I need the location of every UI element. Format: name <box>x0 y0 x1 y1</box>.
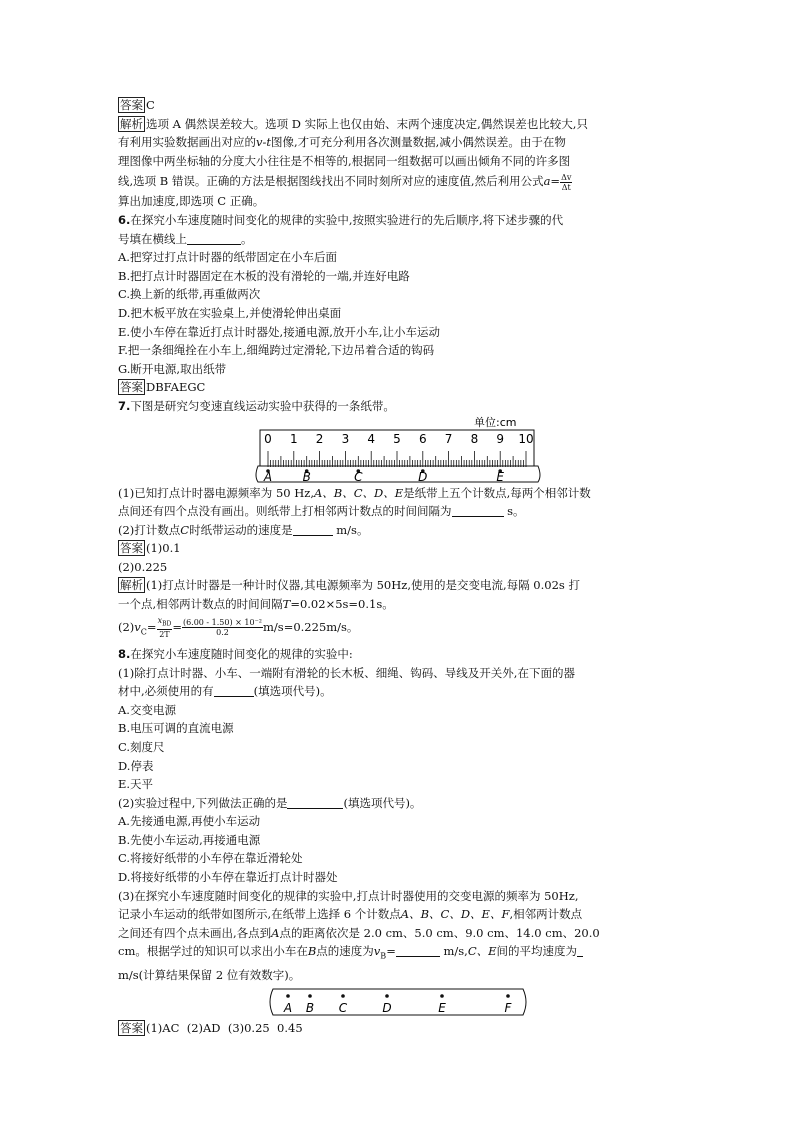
formula-numerator: (6.00 - 1.50) × 10⁻² <box>182 618 263 628</box>
q8-point-labels: A、B、C、D、E、F <box>400 907 510 922</box>
q7-text: 是纸带上五个计数点,每两个相邻计数 <box>403 485 591 500</box>
q5-analysis-text: 线,选项 B 错误。正确的方法是根据图线找出不同时刻所对应的速度值,然后利用公式 <box>118 174 544 189</box>
q5-analysis-line-2 <box>118 133 678 152</box>
tape-dot-c <box>341 994 345 998</box>
q8-text: = <box>386 944 396 959</box>
q6-stem-text: 号填在横线上 <box>118 231 187 246</box>
tape-dot-e <box>440 994 444 998</box>
q8-text: cm。根据学过的知识可以求出小车在 <box>118 944 308 959</box>
formula-fraction <box>157 616 173 639</box>
formula-denominator: 2T <box>159 629 170 639</box>
q7-analysis-line-1 <box>118 576 678 595</box>
q8-p1-option: D.停表 <box>118 758 154 773</box>
q8-p1-option: B.电压可调的直流电源 <box>118 721 234 736</box>
q6-option: D.把木板平放在实验桌上,并使滑轮伸出桌面 <box>118 305 342 320</box>
q5-analysis-text: 图像,才可充分利用各次测量数据,减小偶然误差。由于在物 <box>271 135 566 150</box>
q5-answer: C <box>146 98 155 112</box>
q6-stem-line-1 <box>118 211 678 230</box>
q8-answer: (1)AC (2)AD (3)0.25 0.45 <box>146 1020 303 1035</box>
formula-subscript: BD <box>162 620 172 628</box>
q8-text: 之间还有四个点未画出,各点到 <box>118 925 272 940</box>
formula-fraction <box>560 173 572 192</box>
q7-part1-line-1 <box>118 484 678 503</box>
tape-point-label-c: C <box>338 1000 348 1015</box>
question-number: 6. <box>118 212 131 227</box>
q8-p2-option: C.将接好纸带的小车停在靠近滑轮处 <box>118 851 303 866</box>
analysis-tag: 解析 <box>120 116 143 131</box>
q6-option: F.把一条细绳拴在小车上,细绳跨过定滑轮,下边吊着合适的钩码 <box>118 343 435 358</box>
ruler-tick-label: 2 <box>315 431 324 446</box>
q6-option: B.把打点计时器固定在木板的没有滑轮的一端,并连好电路 <box>118 268 410 283</box>
q8-var-subscript: B <box>380 951 387 961</box>
q7-stem-text: 下图是研究匀变速直线运动实验中获得的一条纸带。 <box>130 398 395 413</box>
q7-var: T <box>282 597 291 612</box>
tape-point-label-f: F <box>504 1000 512 1015</box>
q7-text: m/s。 <box>336 522 369 537</box>
q5-analysis-line-3: 理图像中两坐标轴的分度大小往往是不相等的,根据同一组数据可以画出倾角不同的许多图 <box>118 153 571 168</box>
q7-point-labels: A、B、C、D、E <box>313 485 404 500</box>
tape-figure <box>118 985 678 1019</box>
q8-text: (填选项代号)。 <box>253 684 332 699</box>
q8-point-labels: C、E <box>467 944 497 959</box>
q8-part3-line-3 <box>118 924 678 943</box>
q7-text: s。 <box>507 504 525 519</box>
ruler-tick-label: 4 <box>367 431 376 446</box>
q8-part3-line-4 <box>118 942 678 966</box>
formula-denominator: 0.2 <box>216 628 229 638</box>
formula-denominator: Δt <box>561 182 571 192</box>
tape-svg <box>118 985 678 1019</box>
q7-analysis-text: (1)打点计时器是一种计时仪器,其电源频率为 50Hz,使用的是交变电流,每隔 0.02s 打 <box>146 578 580 593</box>
formula-var: x <box>157 616 163 626</box>
q8-text: ,相邻两计数点 <box>509 907 583 922</box>
q8-p1-option: E.天平 <box>118 777 154 792</box>
ruler-tape-svg <box>118 414 678 484</box>
answer-blank[interactable] <box>396 944 440 957</box>
q8-answer-line <box>118 1019 678 1038</box>
tape-point-label-e: E <box>496 469 504 484</box>
q8-var: B <box>307 944 317 959</box>
q8-part3-line-2 <box>118 905 678 924</box>
q6-option: G.断开电源,取出纸带 <box>118 361 227 376</box>
q5-vt-symbol: v-t <box>256 135 272 150</box>
q8-var: A <box>271 925 280 940</box>
q7-text: 点间还有四个点没有画出。则纸带上打相邻两计数点的时间间隔为 <box>118 504 452 519</box>
ruler-tick-label: 10 <box>518 431 534 446</box>
ruler-tick-label: 5 <box>393 431 401 446</box>
q5-analysis-line-5: 算出加速度,即选项 C 正确。 <box>118 194 265 209</box>
ruler-tick-label: 1 <box>289 431 298 446</box>
answer-tag: 答案 <box>120 380 143 395</box>
q6-option: A.把穿过打点计时器的纸带固定在小车后面 <box>118 250 337 265</box>
q8-text: 点的距离依次是 2.0 cm、5.0 cm、9.0 cm、14.0 cm、20.0 <box>279 925 600 940</box>
q8-p1-option: A.交变电源 <box>118 702 176 717</box>
q7-analysis-line-2 <box>118 595 678 614</box>
q8-part3-line-5: m/s(计算结果保留 2 位有效数字)。 <box>118 968 301 983</box>
q8-stem-text: 在探究小车速度随时间变化的规律的实验中: <box>130 646 353 661</box>
q5-analysis-text: 有利用实验数据画出对应的 <box>118 135 256 150</box>
q8-text: (2)实验过程中,下列做法正确的是 <box>118 795 288 810</box>
ruler-tick-label: 8 <box>470 431 479 446</box>
answer-blank[interactable] <box>452 504 504 517</box>
q5-analysis-line-1 <box>118 115 678 134</box>
q8-var: v <box>373 944 381 959</box>
answer-blank[interactable] <box>577 944 583 957</box>
formula-lhs: a= <box>543 174 561 189</box>
q8-text: (填选项代号)。 <box>343 795 422 810</box>
ruler-tick-label: 7 <box>444 431 453 446</box>
q6-answer: DBFAEGC <box>146 380 206 395</box>
answer-blank[interactable] <box>287 796 343 809</box>
q7-answer-line-1 <box>118 539 678 558</box>
q7-part1-line-2 <box>118 502 678 521</box>
q8-p1-option: C.刻度尺 <box>118 739 165 754</box>
formula-numerator <box>157 616 173 630</box>
question-number: 7. <box>118 398 131 413</box>
tape-point-label-a: A <box>263 469 273 484</box>
answer-tag: 答案 <box>120 98 143 112</box>
q7-analysis-text: =0.02×5s=0.1s。 <box>290 597 394 612</box>
analysis-tag: 解析 <box>120 578 143 593</box>
q6-stem-line-2 <box>118 230 678 249</box>
q7-var: v <box>134 619 141 634</box>
ruler-tick-label: 0 <box>264 431 272 446</box>
tape-dot-b <box>308 994 312 998</box>
q7-text: 时纸带运动的速度是 <box>189 522 293 537</box>
q6-stem-text: 在探究小车速度随时间变化的规律的实验中,按照实验进行的先后顺序,将下述步骤的代 <box>130 212 564 227</box>
q6-option: E.使小车停在靠近打点计时器处,接通电源,放开小车,让小车运动 <box>118 324 441 339</box>
tape-point-label-d: D <box>418 469 428 484</box>
ruler-tick-label: 9 <box>496 431 505 446</box>
q7-var-subscript: C <box>140 626 147 636</box>
tape-dot-d <box>385 994 389 998</box>
q8-text: 记录小车运动的纸带如图所示,在纸带上选择 6 个计数点 <box>118 907 401 922</box>
q7-answer: (1)0.1 <box>146 541 181 556</box>
q8-text: 间的平均速度为 <box>496 944 578 959</box>
tape-point-label-b: B <box>302 469 311 484</box>
q6-answer-line <box>118 378 678 397</box>
q7-part2-line <box>118 521 678 540</box>
ruler-unit-label: 单位:cm <box>474 415 517 429</box>
q7-var: C <box>180 522 190 537</box>
q7-answer-line-2: (2)0.225 <box>118 559 168 574</box>
q7-text: (1)已知打点计时器电源频率为 50 Hz, <box>118 485 314 500</box>
q8-p2-option: A.先接通电源,再使小车运动 <box>118 814 261 829</box>
q5-analysis-line-4 <box>118 170 678 192</box>
q8-text: m/s, <box>443 944 468 959</box>
ruler-tape-figure <box>118 414 678 484</box>
tape-point-label-b: B <box>305 1000 315 1015</box>
q7-analysis-text: m/s=0.225m/s。 <box>263 619 359 634</box>
q8-p2-option: B.先使小车运动,再接通电源 <box>118 832 261 847</box>
tape-point-label-c: C <box>354 469 363 484</box>
q6-stem-text: 。 <box>241 231 253 246</box>
q8-text: 点的速度为 <box>316 944 374 959</box>
answer-blank[interactable] <box>293 523 333 536</box>
tape-dot-a <box>286 994 290 998</box>
tape-point-label-e: E <box>438 1000 446 1015</box>
q8-part1-line-1: (1)除打点计时器、小车、一端附有滑轮的长木板、细绳、钩码、导线及开关外,在下面的器 <box>118 665 575 680</box>
document-body <box>118 96 678 1038</box>
ruler-tick-label: 6 <box>418 431 427 446</box>
tape-dot-f <box>506 994 510 998</box>
tape-point-label-d: D <box>382 1000 392 1015</box>
ruler-tick-label: 3 <box>341 431 350 446</box>
q8-part2-line <box>118 794 678 813</box>
q8-p2-option: D.将接好纸带的小车停在靠近打点计时器处 <box>118 870 338 885</box>
q8-part3-line-1: (3)在探究小车速度随时间变化的规律的实验中,打点计时器使用的交变电源的频率为 50Hz, <box>118 888 579 903</box>
answer-tag: 答案 <box>120 1020 143 1035</box>
tape-point-label-a: A <box>283 1000 293 1015</box>
q5-answer-line <box>118 96 678 115</box>
formula-numerator: Δv <box>561 172 572 182</box>
q7-text: (2)打计数点 <box>118 522 181 537</box>
q6-option: C.换上新的纸带,再重做两次 <box>118 287 261 302</box>
question-number: 8. <box>118 646 131 661</box>
answer-tag: 答案 <box>120 541 143 556</box>
q5-analysis-text: 选项 A 偶然误差较大。选项 D 实际上也仅由始、末两个速度决定,偶然误差也比较大,只 <box>146 116 588 131</box>
q8-stem <box>118 645 678 664</box>
answer-blank[interactable] <box>214 684 254 697</box>
q8-part1-line-2 <box>118 682 678 701</box>
q8-text: 材中,必须使用的有 <box>118 684 214 699</box>
q7-analysis-text: = <box>146 619 157 634</box>
q7-analysis-text: (2) <box>118 619 135 634</box>
answer-blank[interactable] <box>187 232 241 245</box>
q7-analysis-line-3: $(2)v_C=$ $\frac{x_{BD}}{2T}$ = $\frac{\text{(6.00 - 1.50) × 10⁻²}}{0.2}$ m/s=0.225m/s。 <box>118 616 359 639</box>
formula-fraction <box>182 618 263 637</box>
q7-analysis-text: 一个点,相邻两计数点的时间间隔 <box>118 597 283 612</box>
